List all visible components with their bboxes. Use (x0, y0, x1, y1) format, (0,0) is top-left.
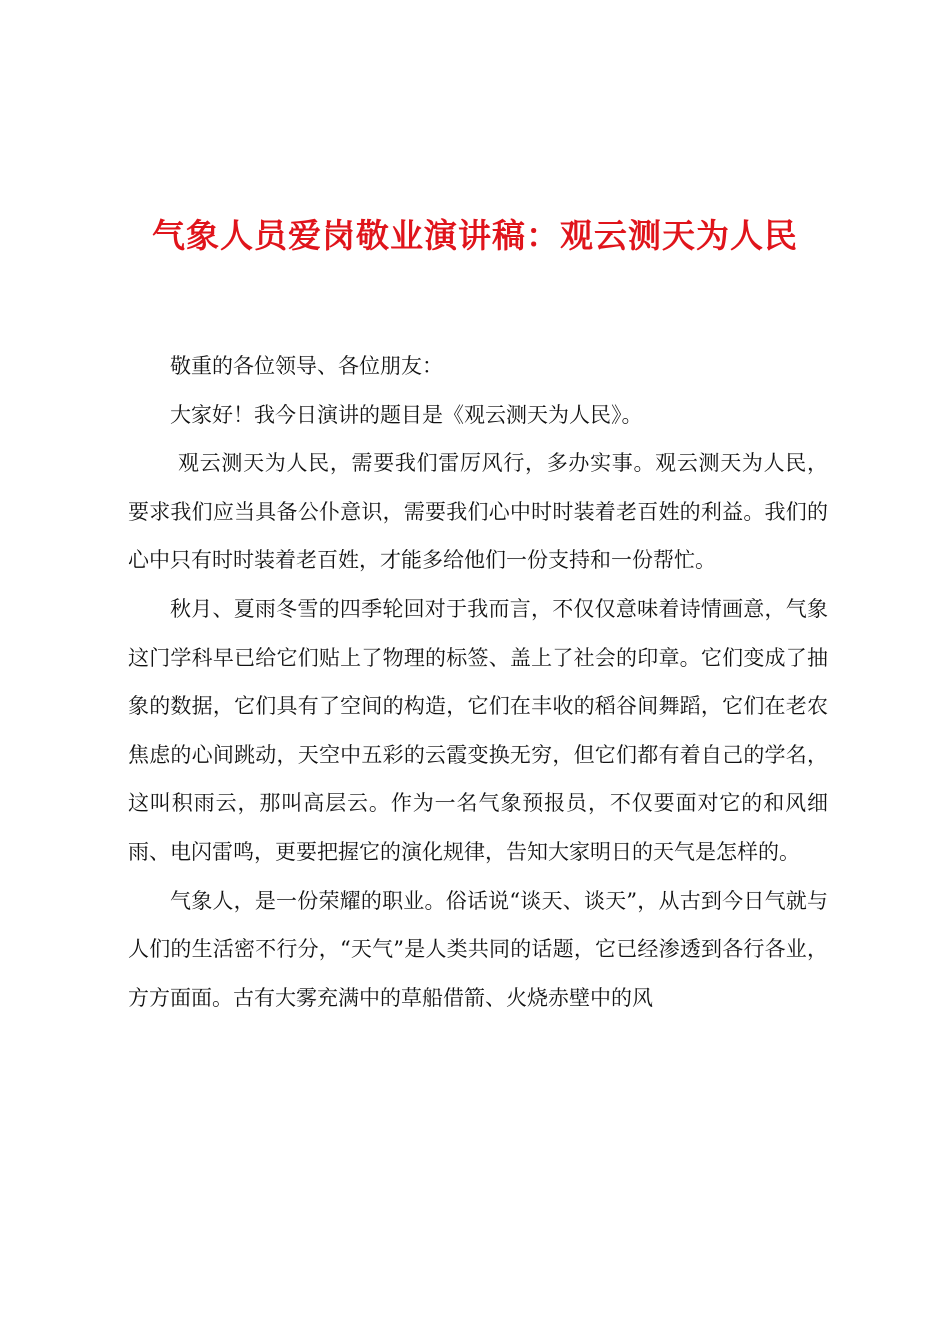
body-paragraph: 气象人，是一份荣耀的职业。俗话说“谈天、谈天”，从古到今日气就与人们的生活密不行分，“天气”是人类共同的话题，它已经渗透到各行各业，方方面面。古有大雾充满中的草船借箭、火烧赤壁中的风 (128, 888, 828, 1010)
salutation-paragraph: 敬重的各位领导、各位朋友： (170, 354, 443, 378)
body-paragraph: 观云测天为人民，需要我们雷厉风行，多办实事。观云测天为人民，要求我们应当具备公仆意识，需要我们心中时时装着老百姓的利益。我们的心中只有时时装着老百姓，才能多给他们一份支持和一份帮忙。 (128, 451, 828, 573)
document-title: 气象人员爱岗敬业演讲稿：观云测天为人民 (152, 216, 798, 255)
body-paragraph: 秋月、夏雨冬雪的四季轮回对于我而言，不仅仅意味着诗情画意，气象这门学科早已给它们贴上了物理的标签、盖上了社会的印章。它们变成了抽象的数据，它们具有了空间的构造，它们在丰收的稻谷间舞蹈，它们在老农焦虑的心间跳动，天空中五彩的云霞变换无穷，但它们都有着自己的学名，这叫积雨云，那叫高层云。作为一名气象预报员，不仅要面对它的和风细雨、电闪雷鸣，更要把握它的演化规律，告知大家明日的天气是怎样的。 (128, 596, 828, 864)
document-body (128, 342, 828, 1022)
greeting-paragraph: 大家好！我今日演讲的题目是《观云测天为人民》。 (170, 402, 643, 427)
